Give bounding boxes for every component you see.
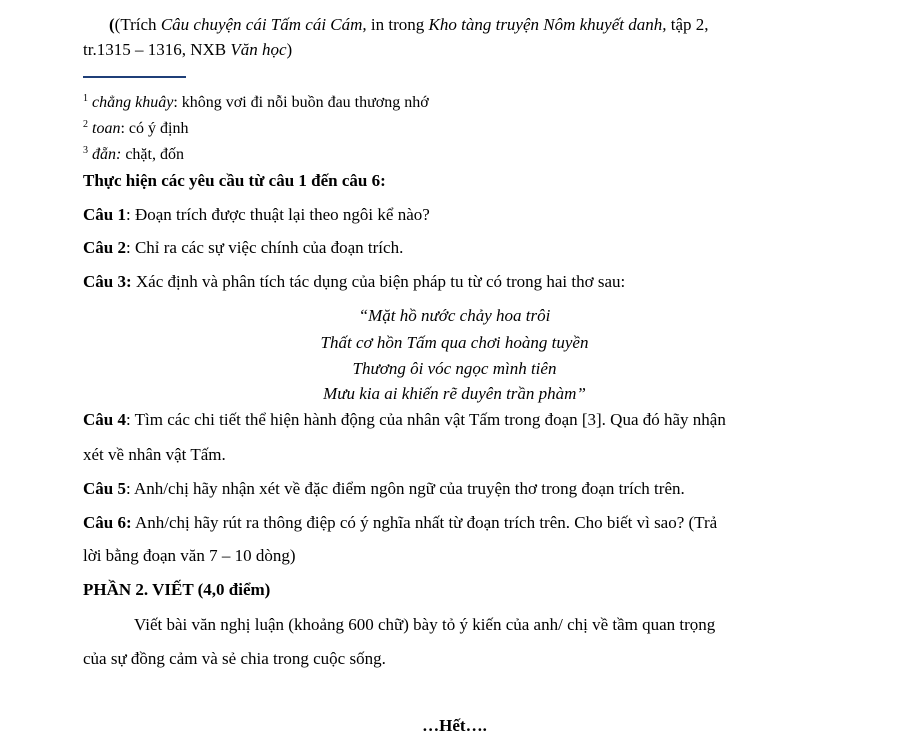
- citation-close: ): [286, 40, 293, 59]
- question-text: : Đoạn trích được thuật lại theo ngôi kể nào?: [125, 205, 430, 224]
- part2-prompt-line2: của sự đồng cảm và sẻ chia trong cuộc sống.: [83, 649, 386, 668]
- footnote-2: [83, 119, 188, 139]
- question-label: Câu 3:: [83, 272, 132, 291]
- question-text: : Anh/chị hãy nhận xét về đặc điểm ngôn ngữ của truyện thơ trong đoạn trích trên.: [125, 479, 685, 498]
- poem-line-1: “Mặt hồ nước chảy hoa trôi: [358, 306, 551, 325]
- question-label: Câu 2: [83, 238, 126, 257]
- footnote-number: 2: [83, 119, 88, 130]
- source-citation: ((Trích Câu chuyện cái Tấm cái Cám, in trong Kho tàng truyện Nôm khuyết danh, tập 2,: [109, 15, 709, 34]
- citation-story-title: Câu chuyện cái Tấm cái Cám,: [160, 15, 367, 34]
- footnote-term: toan: [92, 120, 121, 137]
- question-label: Câu 1: [83, 205, 126, 224]
- part2-heading: PHẦN 2. VIẾT (4,0 điểm): [83, 580, 271, 599]
- question-1: [83, 205, 430, 225]
- question-text: : Tìm các chi tiết thể hiện hành động của nhân vật Tấm trong đoạn [3]. Qua đó hãy nhận: [125, 410, 726, 429]
- footnote-number: 3: [83, 145, 88, 156]
- poem-line-3: Thương ôi vóc ngọc mình tiên: [352, 359, 557, 378]
- footnote-3: [83, 145, 184, 165]
- question-4-continued: xét về nhân vật Tấm.: [83, 445, 226, 464]
- question-2: [83, 238, 403, 258]
- footnote-term: đẵn:: [92, 146, 122, 163]
- question-text: : Chỉ ra các sự việc chính của đoạn trích.: [125, 238, 404, 257]
- instruction-heading: Thực hiện các yêu cầu từ câu 1 đến câu 6:: [83, 171, 386, 190]
- question-label: Câu 5: [83, 479, 126, 498]
- question-3: [83, 272, 625, 292]
- question-6: [83, 513, 717, 533]
- footnote-definition: không vơi đi nỗi buồn đau thương nhớ: [181, 94, 429, 111]
- footnote-definition: chặt, đốn: [125, 146, 184, 163]
- poem-line-2: Thất cơ hồn Tấm qua chơi hoàng tuyền: [320, 333, 589, 352]
- citation-mid: in trong: [366, 15, 429, 34]
- poem-line-4: Mưu kia ai khiến rẽ duyên trần phàm”: [323, 384, 586, 403]
- part2-prompt-line1: Viết bài văn nghị luận (khoảng 600 chữ) bày tỏ ý kiến của anh/ chị về tầm quan trọng: [134, 615, 716, 634]
- citation-collection: Kho tàng truyện Nôm khuyết danh,: [428, 15, 667, 34]
- question-text: Xác định và phân tích tác dụng của biện pháp tu từ có trong hai thơ sau:: [131, 272, 626, 291]
- question-6-continued: lời bằng đoạn văn 7 – 10 dòng): [83, 546, 296, 565]
- footnote-number: 1: [83, 93, 88, 104]
- footnote-separator: [83, 76, 186, 78]
- question-label: Câu 6:: [83, 513, 132, 532]
- footnote-1: [83, 93, 429, 113]
- citation-volume: tập 2,: [666, 15, 709, 34]
- question-5: [83, 479, 685, 499]
- citation-open: (Trích: [114, 15, 161, 34]
- question-4: [83, 410, 726, 430]
- citation-publisher: Văn học: [230, 40, 287, 59]
- question-label: Câu 4: [83, 410, 126, 429]
- footnote-term: chẳng khuây: [92, 94, 174, 111]
- citation-pages: tr.1315 – 1316, NXB: [83, 40, 231, 59]
- question-text: Anh/chị hãy rút ra thông điệp có ý nghĩa nhất từ đoạn trích trên. Cho biết vì sao? (Trả: [131, 513, 718, 532]
- end-mark: …Hết….: [422, 716, 487, 735]
- footnote-definition: có ý định: [128, 120, 189, 137]
- source-citation-line2: [83, 40, 292, 60]
- footnote-sep: :: [120, 120, 129, 137]
- footnote-sep: :: [173, 94, 182, 111]
